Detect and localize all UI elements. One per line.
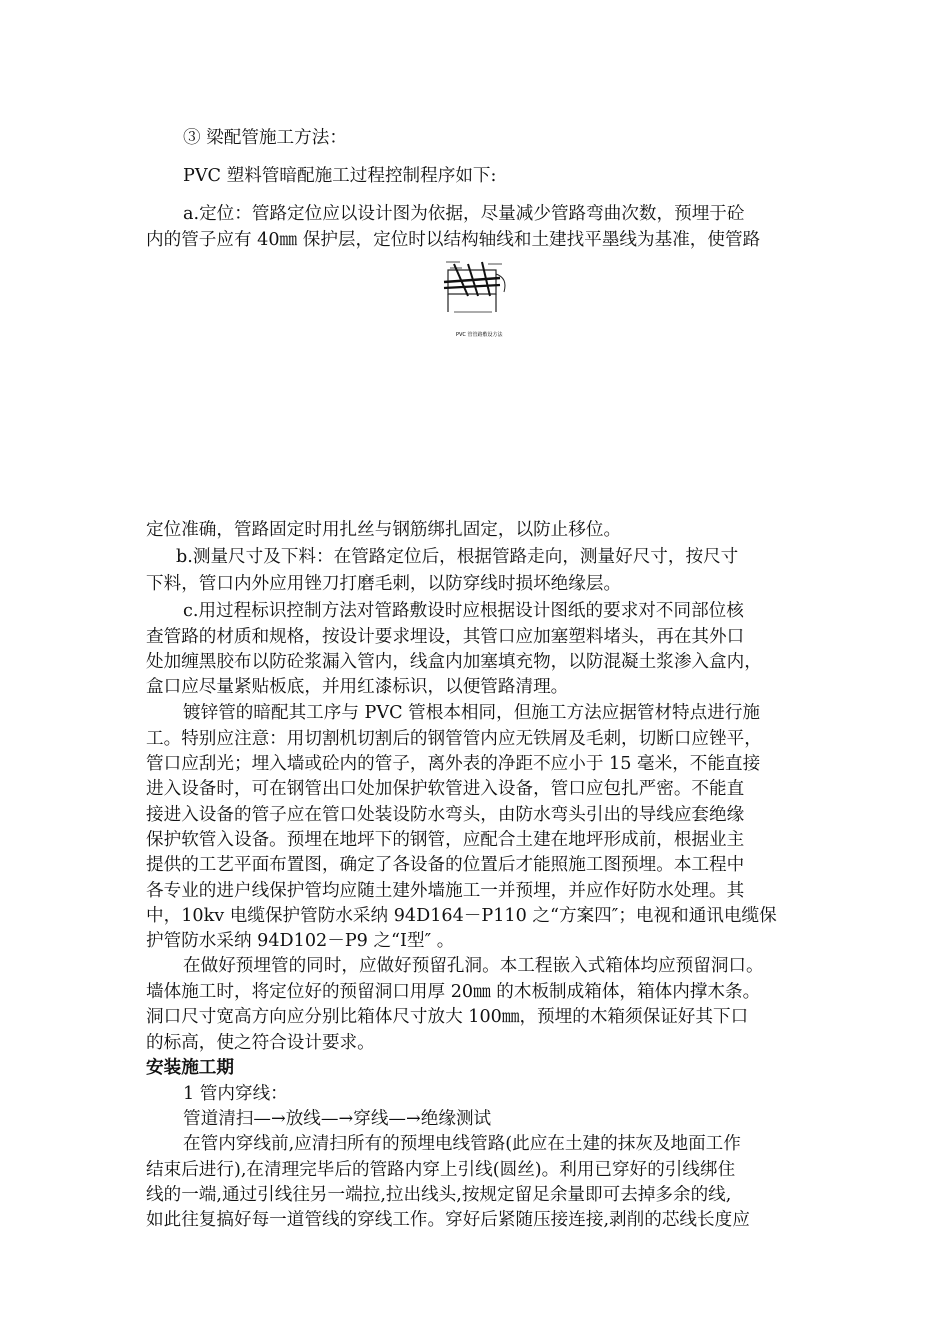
- para-c-line-4: 盒口应尽量紧贴板底，并用红漆标识，以便管路清理。: [146, 677, 569, 697]
- threading-line-1: 在管内穿线前,应清扫所有的预埋电线管路(此应在土建的抹灰及地面工作: [183, 1134, 741, 1154]
- threading-line-2: 结束后进行),在清理完毕后的管路内穿上引线(圆丝)。利用已穿好的引线绑住: [146, 1160, 736, 1180]
- para-galv-line-6: 保护软管入设备。预埋在地坪下的钢管，应配合土建在地坪形成前，根据业主: [146, 830, 745, 850]
- threading-line-3: 线的一端,通过引线往另一端拉,拉出线头,按规定留足余量即可去掉多余的线,: [146, 1185, 732, 1205]
- para-a-line-1: a.定位：管路定位应以设计图为依据，尽量减少管路弯曲次数，预埋于砼: [183, 204, 745, 224]
- para-galv-line-2: 工。特别应注意：用切割机切割后的钢管管内应无铁屑及毛刺，切断口应锉平，: [146, 729, 762, 749]
- pipe-diagram: [438, 252, 518, 342]
- para-galv-line-5: 接进入设备的管子应在管口处装设防水弯头，由防水弯头引出的导线应套绝缘: [146, 805, 745, 825]
- para-a-line-3: 定位准确，管路固定时用扎丝与钢筋绑扎固定，以防止移位。: [146, 520, 622, 540]
- para-c-line-1: c.用过程标识控制方法对管路敷设时应根据设计图纸的要求对不同部位核: [183, 601, 744, 621]
- pipe-laying-figure: [438, 252, 518, 342]
- threading-line-4: 如此往复搞好每一道管线的穿线工作。穿好后紧随压接连接,剥削的芯线长度应: [146, 1210, 750, 1230]
- para-galv-line-4: 进入设备时，可在钢管出口处加保护软管进入设备，管口应包扎严密。不能直: [146, 779, 745, 799]
- para-c-line-3: 处加缠黑胶布以防砼浆漏入管内，线盒内加塞填充物，以防混凝土浆渗入盒内，: [146, 652, 762, 672]
- para-box-line-2: 墙体施工时，将定位好的预留洞口用厚 20㎜ 的木板制成箱体，箱体内撑木条。: [146, 982, 761, 1002]
- para-box-line-1: 在做好预埋管的同时，应做好预留孔洞。本工程嵌入式箱体均应预留洞口。: [183, 956, 764, 976]
- para-box-line-4: 的标高，使之符合设计要求。: [146, 1033, 375, 1053]
- threading-flow: 管道清扫—→放线—→穿线—→绝缘测试: [183, 1109, 492, 1129]
- para-a-line-2: 内的管子应有 40㎜ 保护层，定位时以结构轴线和土建找平墨线为基准，使管路: [146, 230, 761, 250]
- para-box-line-3: 洞口尺寸宽高方向应分别比箱体尺寸放大 100㎜，预埋的木箱须保证好其下口: [146, 1007, 749, 1027]
- para-galv-line-9: 中，10kv 电缆保护管防水采纳 94D164－P110 之“方案四″；电视和通讯电缆保: [146, 906, 777, 926]
- para-galv-line-10: 护管防水采纳 94D102－P9 之“Ⅰ型″ 。: [146, 931, 455, 951]
- figure-caption: PVC 管管路敷设方法: [456, 332, 503, 338]
- para-galv-line-7: 提供的工艺平面布置图，确定了各设备的位置后才能照施工图预埋。本工程中: [146, 855, 745, 875]
- para-c-line-2: 查管路的材质和规格，按设计要求埋设，其管口应加塞塑料堵头，再在其外口: [146, 627, 745, 647]
- para-galv-line-3: 管口应刮光；埋入墙或砼内的管子，离外表的净距不应小于 15 毫米，不能直接: [146, 754, 761, 774]
- para-galv-line-1: 镀锌管的暗配其工序与 PVC 管根本相同，但施工方法应据管材特点进行施: [183, 703, 761, 723]
- para-b-line-2: 下料，管口内外应用锉刀打磨毛刺，以防穿线时损坏绝缘层。: [146, 574, 622, 594]
- para-b-line-1: b.测量尺寸及下料：在管路定位后，根据管路走向，测量好尺寸，按尺寸: [176, 547, 739, 567]
- para-galv-line-8: 各专业的进户线保护管均应随土建外墙施工一并预埋，并应作好防水处理。其: [146, 881, 745, 901]
- pvc-intro: PVC 塑料管暗配施工过程控制程序如下:: [183, 166, 497, 186]
- threading-title: 1 管内穿线：: [183, 1084, 288, 1104]
- install-heading: 安装施工期: [146, 1058, 234, 1078]
- section-title: ③ 梁配管施工方法：: [183, 128, 347, 148]
